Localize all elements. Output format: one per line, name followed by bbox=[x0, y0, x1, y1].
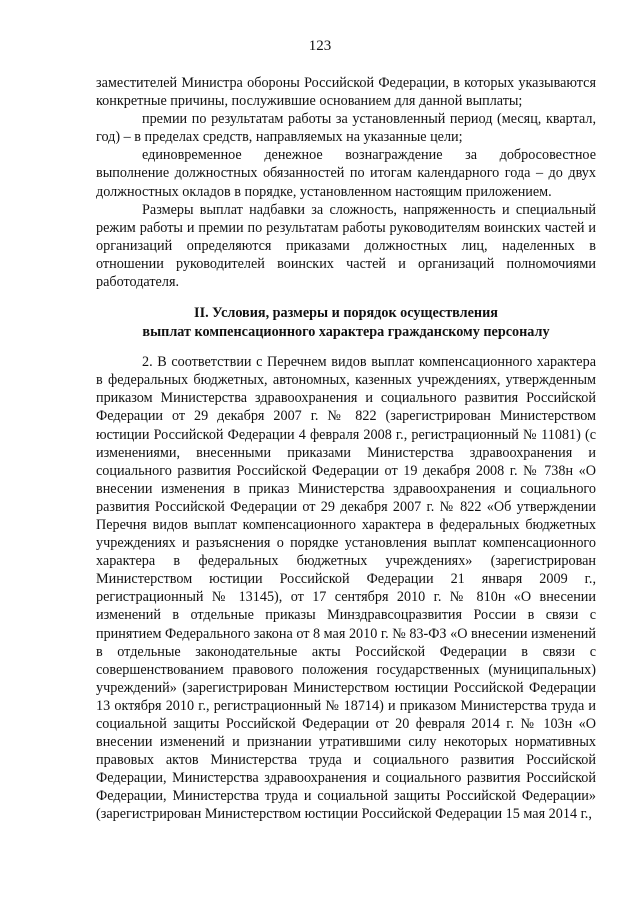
section-heading-line-2: выплат компенсационного характера гражданскому персоналу bbox=[142, 323, 550, 340]
section-heading bbox=[96, 304, 596, 341]
section-heading-line-1: II. Условия, размеры и порядок осуществления bbox=[194, 305, 498, 322]
paragraph-bonus-period: премии по результатам работы за установленный период (месяц, квартал, год) – в пределах средств, направляемых на указанные цели; bbox=[96, 111, 596, 146]
document-body bbox=[96, 74, 596, 824]
page-number: 123 bbox=[308, 38, 332, 54]
paragraph-deputy-ministers: заместителей Министра обороны Российской Федерации, в которых указываются конкретные причины, послужившие основанием для данной выплаты; bbox=[96, 75, 596, 110]
paragraph-one-time-reward: единовременное денежное вознаграждение за добросовестное выполнение должностных обязанностей по итогам календарного года – до двух должностных окладов в порядке, установленном настоящим приложением. bbox=[96, 147, 596, 200]
paragraph-item-2: 2. В соответствии с Перечнем видов выплат компенсационного характера в федеральных бюджетных, автономных, казенных учреждениях, утвержденным приказом Министерства здравоохранения и социального развития Российской Федерации от 29 декабря 2007 г. № 822 (зарегистрирован Министерством юстиции Российской Федерации 4 февраля 2008 г., регистрационный № 11081) (с изменениями, внесенными приказами Министерства здравоохранения и социального развития Российской Федерации от 19 декабря 2008 г. № 738н «О внесении изменения в приказ Министерства здравоохранения и социального развития Российской Федерации от 29 декабря 2007 г. № 822 «Об утверждении Перечня видов выплат компенсационного характера в федеральных бюджетных учреждениях и разъяснения о порядке установления выплат компенсационного характера в федеральных бюджетных учреждениях» (зарегистрирован Министерством юстиции Российской Федерации 21 января 2009 г., регистрационный № 13145), от 17 сентября 2010 г. № 810н «О внесении изменений в отдельные приказы Минздравсоцразвития России в связи с принятием Федерального закона от 8 мая 2010 г. № 83-ФЗ «О внесении изменений в отдельные законодательные акты Российской Федерации в связи с совершенствованием правового положения государственных (муниципальных) учреждений» (зарегистрирован Министерством юстиции Российской Федерации 13 октября 2010 г., регистрационный № 18714) и приказом Министерства труда и социальной защиты Российской Федерации от 20 февраля 2014 г. № 103н «О внесении изменений и признании утратившими силу некоторых нормативных правовых актов Министерства труда и социального развития Российской Федерации, Министерства здравоохранения и социального развития Российской Федерации, Министерства труда и социальной защиты Российской Федерации» (зарегистрирован Министерством юстиции Российской Федерации 15 мая 2014 г., bbox=[96, 354, 596, 823]
paragraph-allowance-sizes: Размеры выплат надбавки за сложность, напряженность и специальный режим работы и премии по результатам работы руководителям воинских частей и организаций определяются приказами должностных лиц, наделенных в отношении руководителей воинских частей и организаций полномочиями работодателя. bbox=[96, 201, 596, 291]
